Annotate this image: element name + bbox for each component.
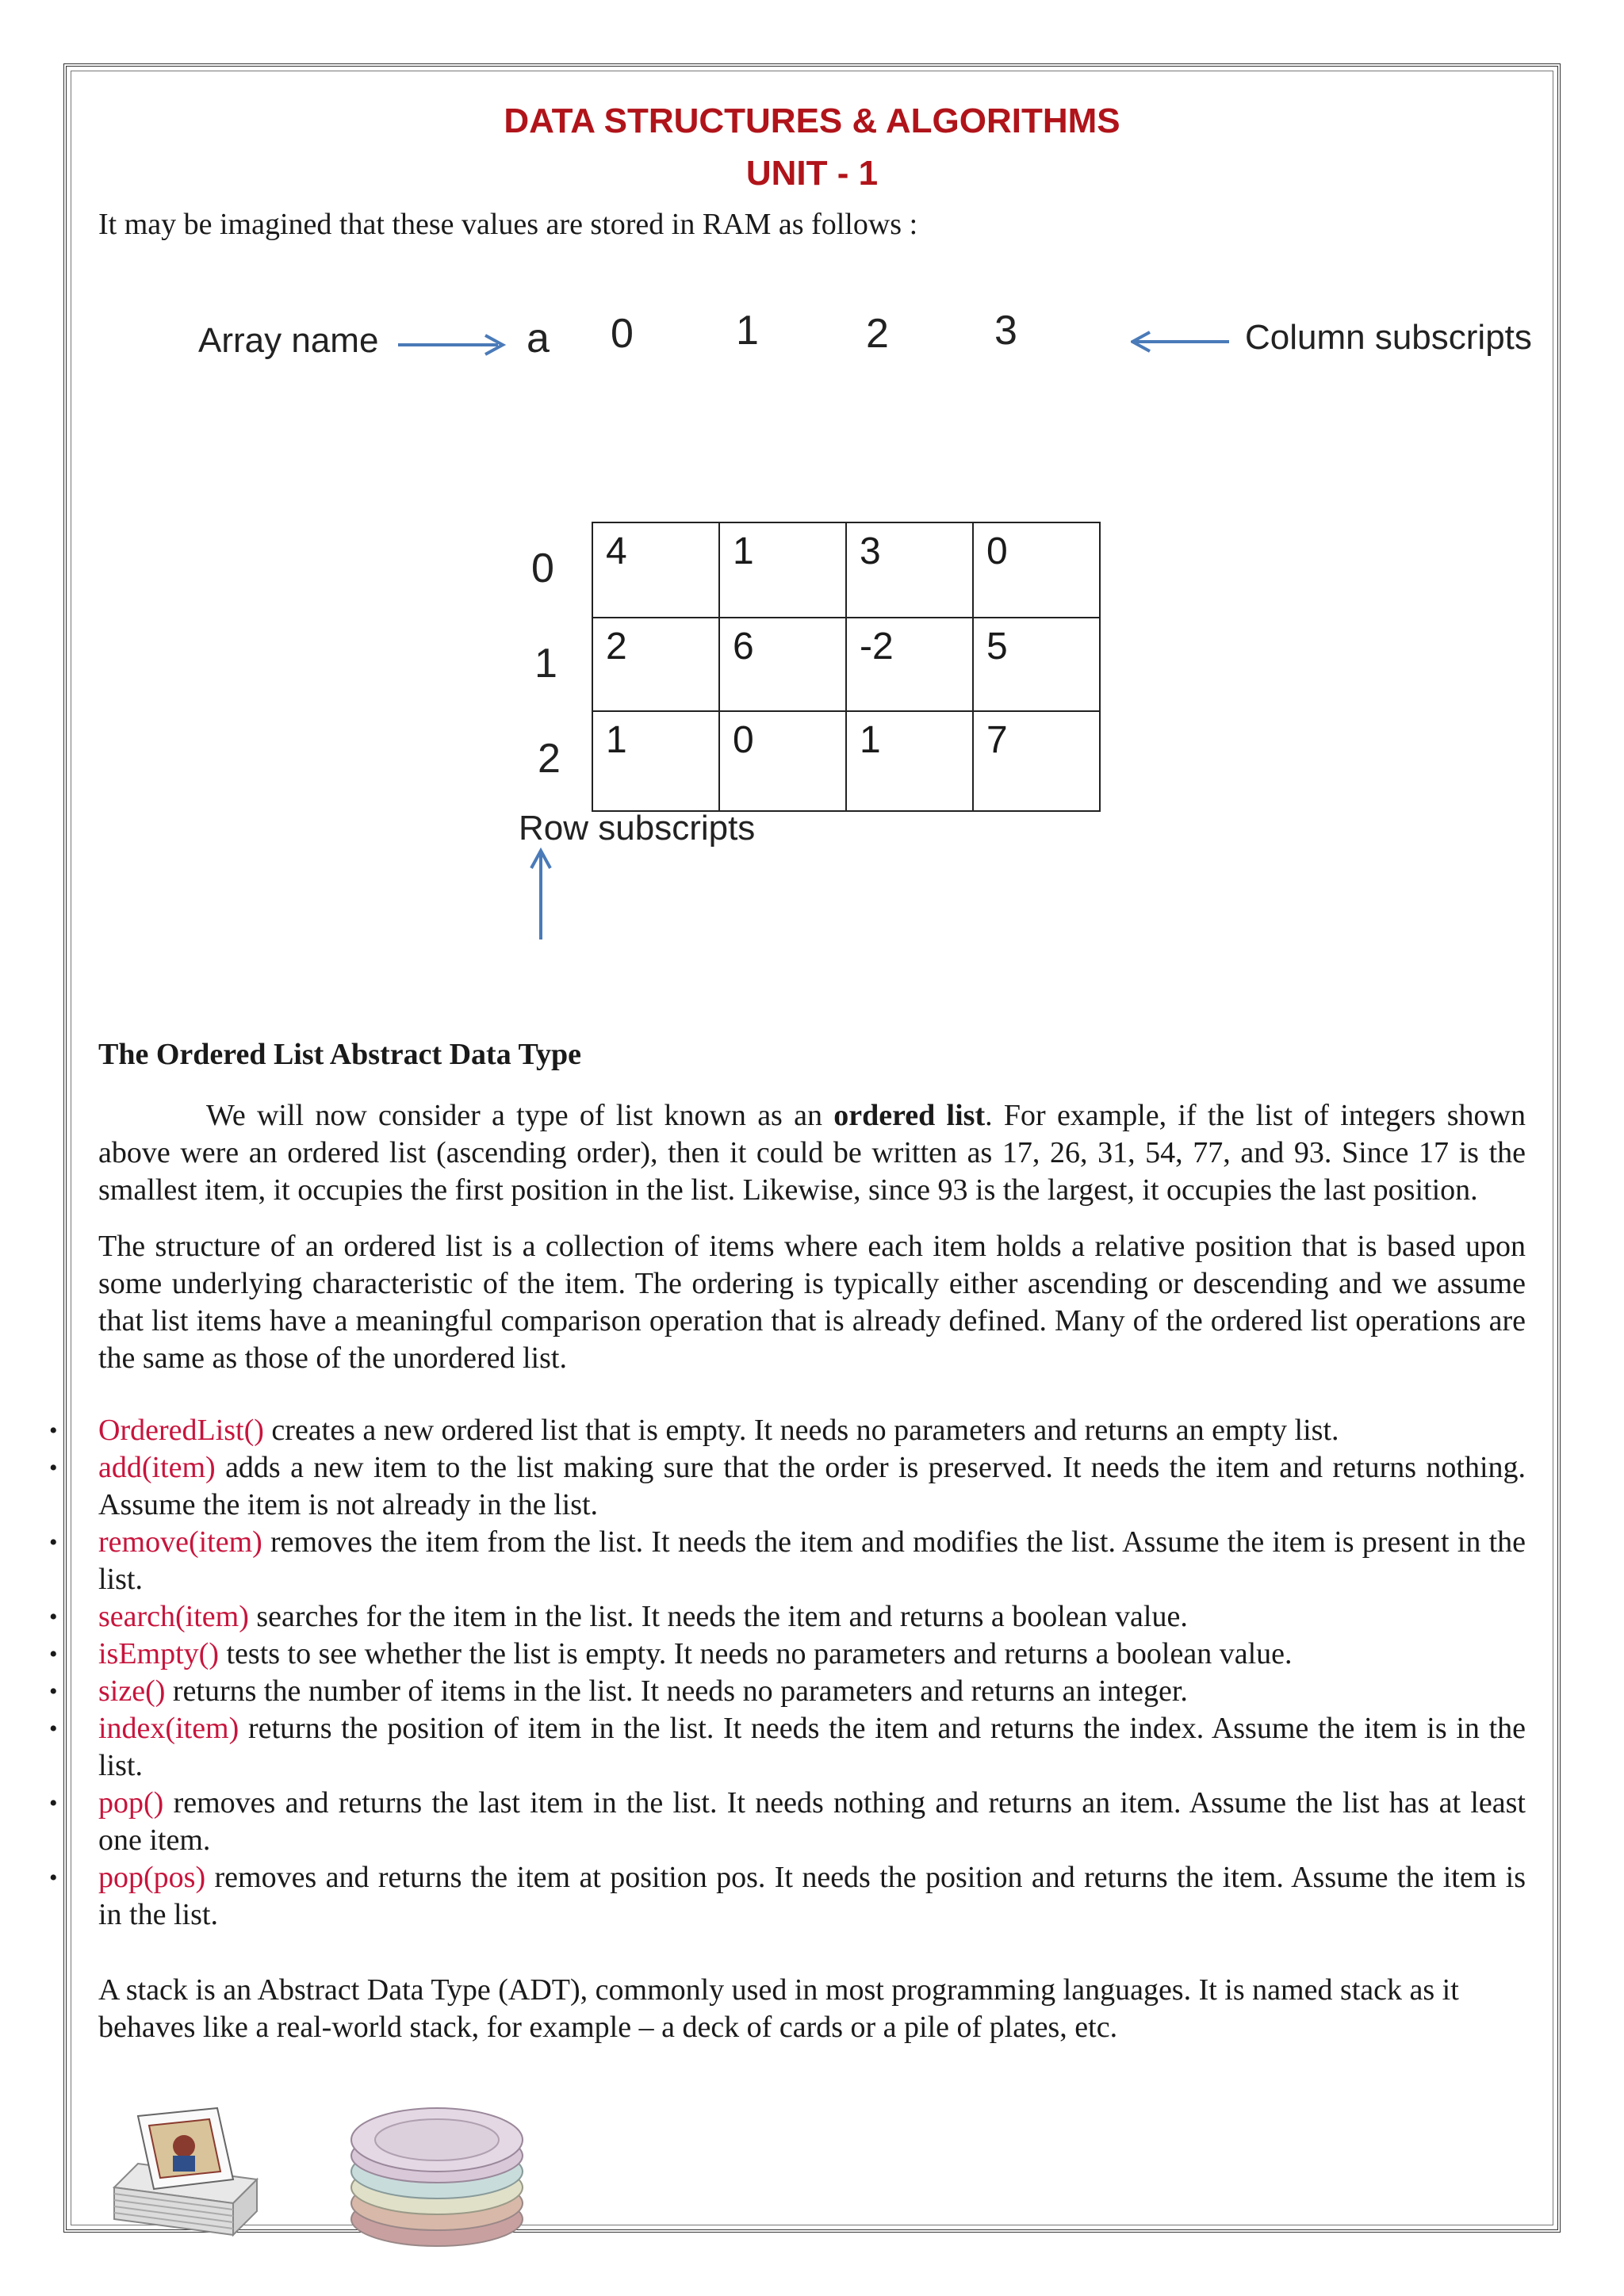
- list-item: [49, 1785, 1526, 1859]
- list-item: [49, 1598, 1526, 1636]
- column-index-3: 3: [994, 308, 1017, 354]
- bullet: •: [49, 1455, 58, 1481]
- ordered-list-paragraph: [98, 1097, 1526, 1209]
- operation-desc: removes and returns the last item in the list. It needs nothing and returns an item. Assume the list has at least one item.: [98, 1786, 1526, 1857]
- p1-text-after: . For example, if the list of integers shown above were an ordered list (ascending order), then it could be written as 17, 26, 31, 54, 77, and 93. Since 17 is the smallest item, it occupies the first position in the list. Likewise, since 93 is the largest, it occupies the last position.: [98, 1099, 1526, 1207]
- column-index-0: 0: [611, 311, 634, 357]
- grid-cell: 0: [973, 522, 1100, 618]
- operation-name: remove(item): [98, 1525, 262, 1559]
- list-item: [49, 1412, 1526, 1449]
- array-diagram: [98, 243, 1532, 933]
- operation-desc: searches for the item in the list. It needs the item and returns a boolean value.: [248, 1600, 1188, 1633]
- operation-name: add(item): [98, 1451, 216, 1484]
- column-subscripts-arrow-icon: [1131, 326, 1234, 358]
- list-item: [49, 1449, 1526, 1524]
- list-item: [49, 1524, 1526, 1598]
- structure-paragraph: The structure of an ordered list is a collection of items where each item holds a relative position that is based upon some underlying characteristic of the item. The ordering is typically either ascending or descending and we assume that list items have a meaningful comparison operation that is already defined. Many of the ordered list operations are the same as those of the unordered list.: [98, 1230, 1526, 1375]
- title-line-1: DATA STRUCTURES & ALGORITHMS: [504, 101, 1120, 140]
- operation-desc: returns the number of items in the list. It needs no parameters and returns an integer.: [165, 1674, 1188, 1708]
- operation-desc: creates a new ordered list that is empty. It needs no parameters and returns an empty list.: [263, 1414, 1339, 1447]
- operation-desc: removes the item from the list. It needs the item and modifies the list. Assume the item is present in the list.: [98, 1525, 1526, 1596]
- list-item: [49, 1859, 1526, 1934]
- row-subscripts-label: Row subscripts: [519, 809, 756, 848]
- ordered-list-term: ordered list: [833, 1099, 986, 1132]
- grid-row: [592, 618, 1100, 711]
- operation-name: pop(pos): [98, 1861, 206, 1894]
- pile-of-plates-image: [346, 2084, 528, 2251]
- bullet: •: [49, 1529, 58, 1556]
- operation-name: isEmpty(): [98, 1637, 219, 1670]
- p1-text-before: We will now consider a type of list known as an: [206, 1099, 834, 1132]
- stack-illustrations: [98, 2084, 1526, 2259]
- grid-cell: 6: [719, 618, 846, 711]
- array-name-label: Array name: [198, 321, 379, 360]
- operation-name: pop(): [98, 1786, 164, 1820]
- bullet: •: [49, 1716, 58, 1742]
- deck-of-cards-image: [98, 2100, 273, 2251]
- bullet: •: [49, 1641, 58, 1667]
- grid-cell: 0: [719, 711, 846, 811]
- array-letter: a: [527, 316, 550, 362]
- operation-name: search(item): [98, 1600, 249, 1633]
- array-grid: [592, 522, 1101, 812]
- page-content: [49, 95, 1532, 2259]
- row-index-2: 2: [538, 736, 561, 782]
- grid-cell: -2: [846, 618, 973, 711]
- row-index-0: 0: [531, 545, 554, 591]
- operations-list: [49, 1412, 1526, 1934]
- grid-cell: 2: [592, 618, 719, 711]
- bullet: •: [49, 1418, 58, 1444]
- operation-name: index(item): [98, 1712, 239, 1745]
- page-title: [98, 95, 1526, 200]
- bullet: •: [49, 1604, 58, 1630]
- title-line-2: UNIT - 1: [745, 154, 879, 193]
- stack-paragraph: A stack is an Abstract Data Type (ADT), commonly used in most programming languages. It is named stack as it behaves like a real-world stack, for example – a deck of cards or a pile of plates, etc.: [98, 1973, 1459, 2044]
- list-item: [49, 1636, 1526, 1673]
- operation-name: OrderedList(): [98, 1414, 264, 1447]
- grid-cell: 4: [592, 522, 719, 618]
- grid-cell: 7: [973, 711, 1100, 811]
- intro-text: It may be imagined that these values are stored in RAM as follows :: [98, 208, 918, 241]
- row-subscripts-arrow-icon: [525, 848, 557, 943]
- array-name-arrow-icon: [398, 329, 509, 361]
- list-item: [49, 1673, 1526, 1710]
- operation-desc: removes and returns the item at position pos. It needs the position and returns the item. Assume the item is in the list.: [98, 1861, 1526, 1931]
- grid-row: [592, 711, 1100, 811]
- grid-cell: 1: [592, 711, 719, 811]
- grid-cell: 1: [719, 522, 846, 618]
- row-index-1: 1: [534, 641, 557, 687]
- grid-cell: 3: [846, 522, 973, 618]
- grid-cell: 5: [973, 618, 1100, 711]
- operation-desc: adds a new item to the list making sure that the order is preserved. It needs the item and returns nothing. Assume the item is not already in the list.: [98, 1451, 1526, 1521]
- bullet: •: [49, 1865, 58, 1891]
- section-heading: The Ordered List Abstract Data Type: [98, 1038, 582, 1071]
- operation-name: size(): [98, 1674, 166, 1708]
- grid-cell: 1: [846, 711, 973, 811]
- bullet: •: [49, 1790, 58, 1816]
- column-index-1: 1: [736, 308, 759, 354]
- column-subscripts-label: Column subscripts: [1245, 318, 1532, 357]
- column-index-2: 2: [866, 311, 889, 357]
- grid-row: [592, 522, 1100, 618]
- row-subscripts-label-wrap: [519, 809, 755, 848]
- bullet: •: [49, 1678, 58, 1705]
- operation-desc: tests to see whether the list is empty. It needs no parameters and returns a boolean value.: [218, 1637, 1293, 1670]
- list-item: [49, 1710, 1526, 1785]
- operation-desc: returns the position of item in the list. It needs the item and returns the index. Assume the item is in the list.: [98, 1712, 1526, 1782]
